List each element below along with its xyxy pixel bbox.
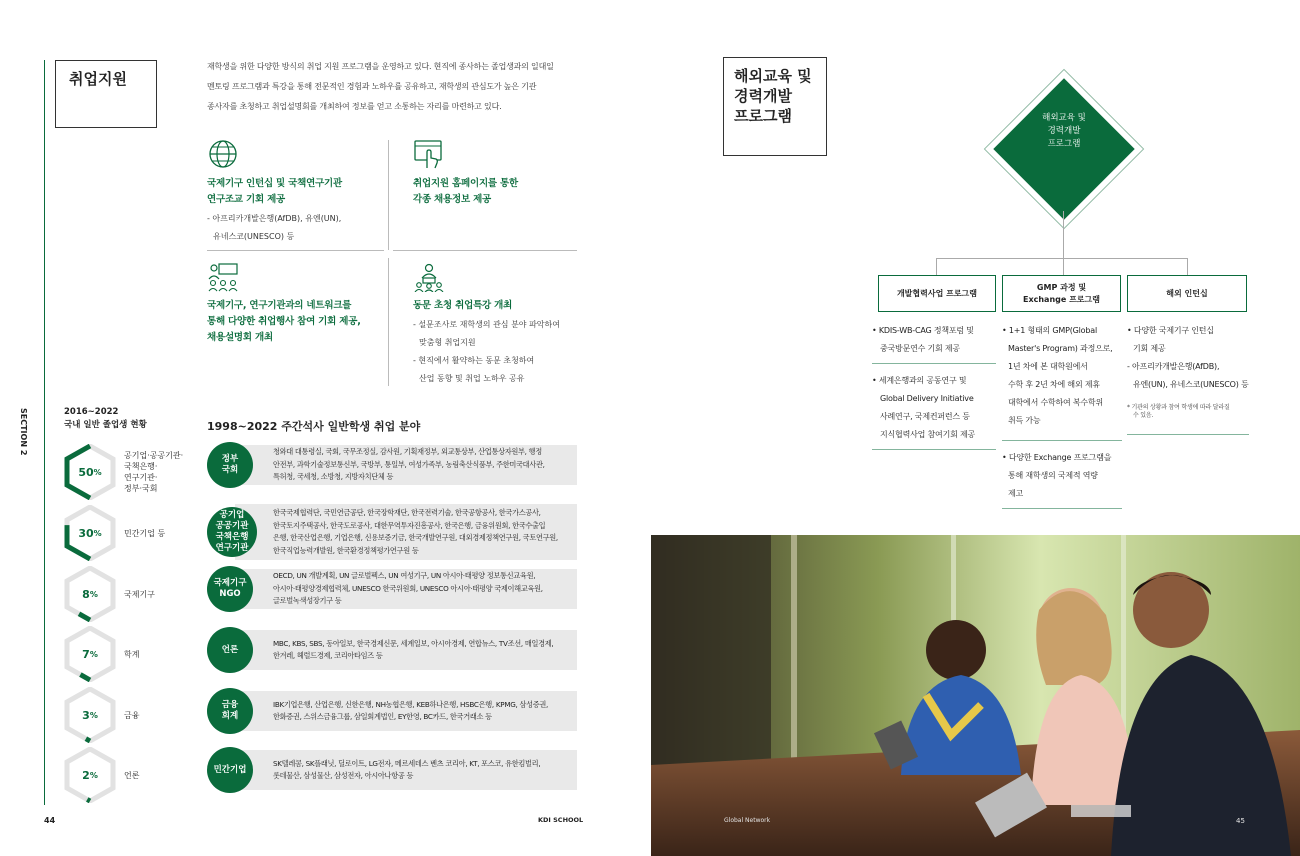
- feature-title: 채용설명회 개최: [207, 332, 273, 343]
- program-detail-line: • 다양한 Exchange 프로그램을: [1002, 453, 1112, 462]
- career-field-badge: [207, 507, 257, 557]
- section-title-box: [55, 60, 157, 128]
- career-field-orgs-line: 한겨레, 헤럴드경제, 코리아타임즈 등: [273, 651, 383, 660]
- grad-stat-label-line: 공기업·공공기관·: [124, 451, 184, 460]
- section-title-box-right: [723, 57, 827, 156]
- program-detail-line: 통해 재학생의 국제적 역량: [1008, 471, 1098, 480]
- program-detail-line: 1년 차에 본 대학원에서: [1008, 362, 1088, 371]
- connector-line: [1063, 258, 1064, 275]
- career-field-row: [207, 688, 577, 734]
- grad-stat-label-line: 정부·국회: [124, 484, 158, 493]
- career-field-name: 금융: [221, 700, 239, 710]
- program-separator: [1127, 434, 1249, 435]
- program-detail-line: • KDIS-WB-CAG 정책포럼 및: [872, 326, 974, 335]
- grad-stat-label: [124, 528, 165, 539]
- note-line: 수 있음.: [1133, 412, 1154, 419]
- program-name: GMP 과정 및: [1036, 282, 1087, 292]
- grad-stat-number: 50: [78, 465, 94, 479]
- program-detail-line: - 아프리카개발은행(AfDB),: [1127, 362, 1220, 371]
- career-field-orgs: [273, 747, 573, 793]
- diamond-label-line: 해외교육 및: [1042, 113, 1086, 123]
- grad-stat-unit: %: [89, 710, 98, 720]
- program-detail-line: 제고: [1008, 489, 1024, 498]
- grad-stat-number: 30: [78, 526, 94, 540]
- section-title-line: 해외교육 및: [734, 67, 812, 85]
- career-field-orgs-line: 은행, 한국산업은행, 기업은행, 신용보증기금, 한국개발연구원, 대외경제정책연구원, 국토연구원,: [273, 533, 558, 542]
- career-field-badge: [207, 566, 253, 612]
- grad-stat-unit: %: [93, 528, 102, 538]
- program-detail-line: • 1+1 형태의 GMP(Global: [1002, 326, 1097, 335]
- grad-stat-value: [64, 566, 116, 622]
- grad-stat-value: [64, 747, 116, 803]
- career-field-orgs-line: 한국직업능력개발원, 한국환경정책평가연구원 등: [273, 545, 419, 555]
- note-line: * 기관의 상황과 참여 학생에 따라 달라질: [1127, 404, 1230, 411]
- feature-homepage: [413, 138, 583, 208]
- career-field-orgs-line: MBC, KBS, SBS, 동아일보, 한국경제신문, 세계일보, 아시아경제, 연합뉴스, TV조선, 매일경제,: [273, 638, 554, 648]
- career-field-orgs-line: 한국토지주택공사, 한국도로공사, 대한무역투자진흥공사, 한국은행, 금융위원회, 한국수출입: [273, 520, 546, 530]
- grad-stats-heading: [64, 406, 147, 432]
- career-field-row: [207, 566, 577, 612]
- career-field-orgs: [273, 627, 573, 673]
- career-field-name: 국제기구: [213, 578, 247, 588]
- left-page-rule: [44, 60, 45, 805]
- connector-line: [1063, 211, 1064, 258]
- career-field-badge: [207, 442, 253, 488]
- feature-title: 연구조교 기회 제공: [207, 194, 286, 205]
- grad-stat-number: 8: [82, 587, 90, 601]
- program-separator: [1002, 440, 1122, 441]
- career-field-name: 회계: [221, 711, 239, 721]
- career-field-orgs-line: 롯데물산, 삼성물산, 삼성전자, 아시아나항공 등: [273, 771, 414, 780]
- globe-icon: [207, 138, 239, 170]
- program-detail-line: 중국방문연수 기회 제공: [880, 344, 960, 353]
- feature-title: 국제기구, 연구기관과의 네트워크를: [207, 300, 352, 311]
- grad-stat-number: 7: [82, 647, 90, 661]
- grad-stat-row: [64, 444, 194, 500]
- career-field-badge: [207, 747, 253, 793]
- grad-stat-unit: %: [93, 467, 102, 477]
- feature-alumni-lecture: [413, 262, 583, 388]
- career-field-orgs-line: OECD, UN 개발계획, UN 글로벌펙스, UN 여성기구, UN 아시아·태평양 정보통신교육원,: [273, 571, 536, 581]
- grad-stat-label: [124, 770, 139, 781]
- career-field-orgs-line: SK텔레콤, SK플래닛, 딜로이트, LG전자, 메르세데스 벤츠 코리아, KT, 포스코, 유한킴벌리,: [273, 758, 541, 768]
- grad-stat-unit: %: [89, 589, 98, 599]
- career-field-name: 공공기관: [215, 521, 249, 531]
- program-box-gmp: [1002, 275, 1121, 312]
- career-field-name: 공기업: [219, 510, 245, 520]
- program-details-gmp: [1002, 322, 1122, 517]
- career-field-orgs-line: 청와대 대통령실, 국회, 국무조정실, 감사원, 기획재정부, 외교통상부, 산업통상자원부, 행정: [273, 447, 542, 457]
- intro-line: 멘토링 프로그램과 특강을 통해 전문적인 경험과 노하우를 공유하고, 재학생의 관심도가 높은 기관: [207, 82, 537, 91]
- feature-title: 각종 채용정보 제공: [413, 194, 492, 205]
- grad-stat-row: [64, 626, 194, 682]
- career-field-orgs: [273, 503, 573, 561]
- diamond-label-line: 경력개발: [1047, 126, 1081, 136]
- grad-stat-label-line: 금융: [124, 710, 140, 720]
- program-details-dev-coop: [872, 322, 996, 458]
- feature-title: 취업지원 홈페이지를 통한: [413, 178, 518, 189]
- section-label: SECTION 2: [19, 408, 28, 456]
- program-detail-line: 취득 가능: [1008, 416, 1041, 425]
- career-field-orgs-line: IBK기업은행, 산업은행, 신한은행, NH농협은행, KEB하나은행, HSBC은행, KPMG, 삼성증권,: [273, 699, 549, 709]
- program-name: 개발협력사업 프로그램: [896, 288, 978, 298]
- feature-body: 산업 동향 및 취업 노하우 공유: [419, 374, 525, 383]
- feature-body: 맞춤형 취업지원: [419, 338, 476, 347]
- program-detail-line: • 다양한 국제기구 인턴십: [1127, 326, 1214, 335]
- program-detail-line: 지식협력사업 참여기회 제공: [880, 430, 976, 439]
- feature-title: 통해 다양한 취업행사 참여 기회 제공,: [207, 316, 361, 327]
- grad-stat-label-line: 민간기업 등: [124, 528, 166, 538]
- grad-stat-label: [124, 450, 183, 494]
- career-fields-title: 1998~2022 주간석사 일반학생 취업 분야: [207, 420, 421, 433]
- career-field-row: [207, 747, 577, 793]
- grad-stat-label: [124, 710, 139, 721]
- career-field-name: 언론: [221, 644, 239, 655]
- career-field-orgs: [273, 566, 573, 612]
- grad-stats-title: 국내 일반 졸업생 현황: [64, 420, 147, 430]
- grad-stat-row: [64, 747, 194, 803]
- program-detail-line: 대학에서 수학하여 복수학위: [1008, 398, 1104, 407]
- career-field-row: [207, 627, 577, 673]
- program-detail-line: 기회 제공: [1133, 344, 1166, 353]
- grad-stat-row: [64, 566, 194, 622]
- career-field-orgs-line: 한국국제협력단, 국민연금공단, 한국장학재단, 한국전력기술, 한국공항공사, 한국가스공사,: [273, 508, 541, 517]
- web-click-icon: [413, 138, 445, 170]
- connector-line: [1187, 258, 1188, 275]
- feature-divider: [207, 250, 384, 251]
- feature-title: 국제기구 인턴십 및 국책연구기관: [207, 178, 343, 189]
- grad-stat-unit: %: [89, 770, 98, 780]
- grad-stats-years: 2016~2022: [64, 407, 119, 417]
- program-box-dev-coop: [878, 275, 996, 312]
- feature-body: - 현직에서 활약하는 동문 초청하여: [413, 356, 535, 365]
- career-field-row: [207, 442, 577, 488]
- program-box-internship: [1127, 275, 1247, 312]
- feature-body: - 아프리카개발은행(AfDB), 유엔(UN),: [207, 214, 342, 223]
- program-details-internship: [1127, 322, 1249, 443]
- grad-stat-row: [64, 687, 194, 743]
- program-note: [1127, 404, 1249, 420]
- career-field-row: [207, 503, 577, 561]
- career-field-orgs-line: 특허청, 국세청, 소방청, 지방자치단체 등: [273, 472, 394, 482]
- career-field-name: 국책은행: [215, 532, 249, 542]
- page-number-right: 45: [1236, 817, 1245, 825]
- program-separator: [872, 363, 996, 364]
- students-photo-illustration: [651, 535, 1300, 856]
- grad-stat-label-line: 연구기관·: [124, 473, 158, 482]
- grad-stat-label-line: 언론: [124, 770, 140, 780]
- grad-stat-row: [64, 505, 194, 561]
- students-photo: [651, 535, 1300, 856]
- career-field-name: 연구기관: [215, 543, 249, 553]
- program-name: Exchange 프로그램: [1022, 294, 1100, 304]
- connector-line: [936, 258, 937, 275]
- grad-stat-number: 2: [82, 768, 90, 782]
- feature-body: - 설문조사로 재학생의 관심 분야 파악하여: [413, 320, 560, 329]
- career-field-orgs: [273, 442, 573, 488]
- grad-stat-value: [64, 687, 116, 743]
- photo-caption: Global Network: [724, 817, 771, 824]
- intro-paragraph: [207, 57, 587, 117]
- footer-logo-text: KDI SCHOOL: [538, 816, 584, 824]
- program-detail-line: 유엔(UN), 유네스코(UNESCO) 등: [1133, 380, 1249, 389]
- program-detail-line: Global Delivery Initiative: [880, 394, 974, 403]
- network-people-icon: [207, 262, 239, 292]
- grad-stat-value: [64, 444, 116, 500]
- career-field-orgs-line: 아시아·태평양경제협력체, UNESCO 한국위원회, UNESCO 아시아·태평양 국제이해교육원,: [273, 583, 543, 593]
- section-title-line: 경력개발: [734, 87, 792, 105]
- speaker-icon: [413, 262, 445, 292]
- feature-title: 동문 초청 취업특강 개최: [413, 300, 513, 311]
- diamond-label-line: 프로그램: [1047, 139, 1081, 149]
- grad-stat-label: [124, 649, 139, 660]
- career-field-orgs-line: 글로벌녹색성장기구 등: [273, 596, 342, 606]
- diagram-center-diamond: [1003, 88, 1125, 210]
- feature-divider: [388, 258, 389, 386]
- career-field-name: 정부: [221, 454, 239, 464]
- feature-network: [207, 262, 387, 346]
- program-separator: [1002, 508, 1122, 509]
- program-detail-line: Master's Program) 과정으로,: [1008, 344, 1113, 353]
- program-separator: [872, 449, 996, 450]
- feature-divider: [393, 250, 577, 251]
- career-field-orgs-line: 한화증권, 스위스금융그룹, 삼일회계법인, EY한영, BC카드, 한국거래소 등: [273, 712, 492, 721]
- section-title-line: 프로그램: [734, 107, 792, 125]
- career-field-badge: [207, 688, 253, 734]
- grad-stat-value: [64, 626, 116, 682]
- program-detail-line: 사례연구, 국제컨퍼런스 등: [880, 412, 970, 421]
- grad-stat-value: [64, 505, 116, 561]
- grad-stat-unit: %: [89, 649, 98, 659]
- grad-stat-label-line: 국책은행·: [124, 462, 158, 471]
- program-detail-line: • 세계은행과의 공동연구 및: [872, 376, 967, 385]
- career-field-badge: [207, 627, 253, 673]
- grad-stat-number: 3: [82, 708, 90, 722]
- grad-stat-label: [124, 589, 155, 600]
- intro-line: 종사자를 초청하고 취업설명회를 개최하여 정보를 얻고 소통하는 자리를 마련하고 있다.: [207, 102, 502, 111]
- career-field-orgs-line: 안전부, 과학기술정보통신부, 국방부, 통일부, 여성가족부, 농림축산식품부, 주한미국대사관,: [273, 459, 545, 469]
- connector-line: [936, 258, 1187, 259]
- diamond-label: [1003, 112, 1125, 151]
- page-number-left: 44: [44, 816, 56, 825]
- career-field-name: 국회: [221, 465, 239, 475]
- career-field-name: NGO: [219, 589, 241, 599]
- career-field-name: 민간기업: [213, 764, 247, 775]
- feature-body: 유네스코(UNESCO) 등: [213, 232, 295, 241]
- feature-internship: [207, 138, 382, 246]
- grad-stat-label-line: 국제기구: [124, 589, 155, 599]
- program-detail-line: 수학 후 2년 차에 해외 제휴: [1008, 380, 1100, 389]
- career-field-orgs: [273, 688, 573, 734]
- section-title: 취업지원: [69, 70, 127, 88]
- grad-stat-label-line: 학계: [124, 649, 140, 659]
- program-name: 해외 인턴십: [1166, 288, 1208, 298]
- feature-divider: [388, 140, 389, 250]
- intro-line: 재학생을 위한 다양한 방식의 취업 지원 프로그램을 운영하고 있다. 현직에 종사하는 졸업생과의 일대일: [207, 62, 554, 71]
